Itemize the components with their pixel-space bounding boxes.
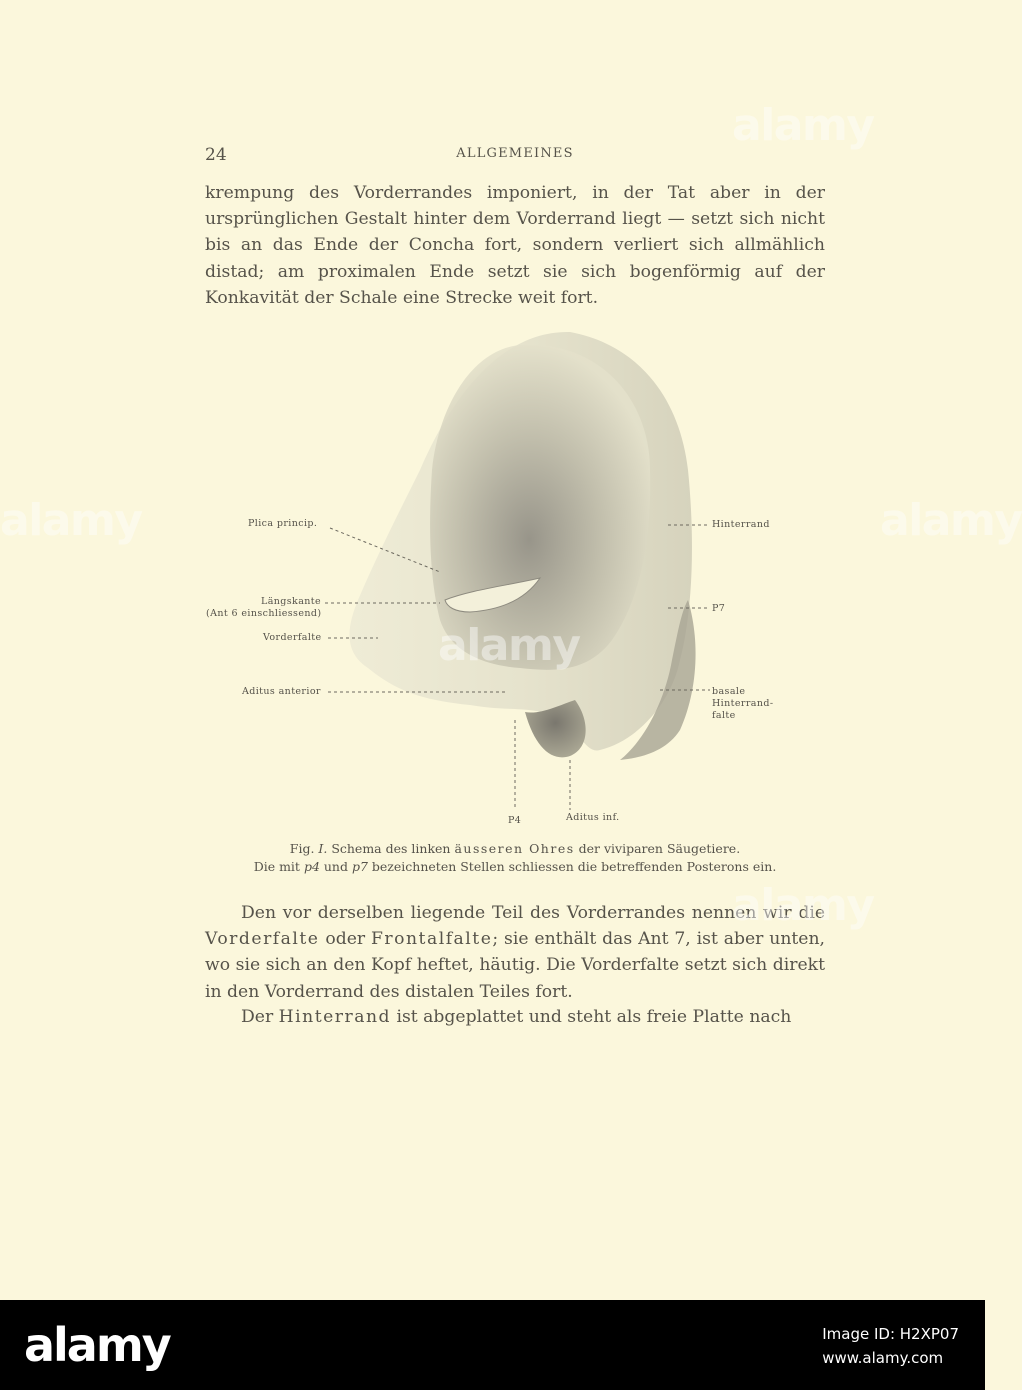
figure-caption-line-1: Fig. I. Schema des linken äusseren Ohres der viviparen Säugetiere. — [289, 841, 741, 856]
paragraph-2: Den vor derselben liegende Teil des Vorderrandes nennen wir die Vorderfalte oder Frontalfalte; sie enthält das Ant 7, ist aber unten, wo sie sich an den Kopf heftet, häutig. Die Vorderfalte setzt sich direkt in den Vorderrand des distalen Teiles fort. — [205, 903, 826, 1002]
label-plica-princip: Plica princip. — [248, 518, 318, 529]
label-p4: P4 — [508, 815, 522, 826]
watermark-center: alamy — [438, 620, 580, 671]
paragraph-3: Der Hinterrand ist abgeplattet und steht als freie Platte nach — [241, 1007, 792, 1027]
label-basale: basale — [712, 686, 746, 697]
alamy-logo: alamy — [24, 1318, 170, 1372]
watermark-left: alamy — [0, 495, 142, 546]
label-hinterrand-falte-2: falte — [712, 710, 736, 721]
figure-caption-line-2: Die mit p4 und p7 bezeichneten Stellen schliessen die betreffenden Posterons ein. — [253, 859, 777, 874]
watermark-lower: alamy — [732, 880, 874, 931]
label-laengskante: Längskante — [261, 596, 322, 607]
site-url: www.alamy.com — [822, 1349, 944, 1367]
image-id: Image ID: H2XP07 — [822, 1325, 959, 1343]
paragraph-1: krempung des Vorderrandes imponiert, in der Tat aber in der ursprünglichen Gestalt hinter dem Vorderrand liegt — setzt sich nicht bis an das Ende der Concha fort, sondern verliert sich allmählich distad; am proximalen Ende setzt sie sich bogenförmig auf der Konkavität der Schale eine Strecke weit fort. — [205, 183, 825, 308]
stock-footer-bar — [0, 1300, 985, 1390]
page-number: 24 — [205, 145, 227, 165]
label-ant6: (Ant 6 einschliessend) — [206, 608, 322, 619]
label-vorderfalte: Vorderfalte — [263, 632, 322, 643]
label-aditus-inf: Aditus inf. — [566, 812, 620, 823]
label-aditus-anterior: Aditus anterior — [242, 686, 321, 697]
label-p7: P7 — [712, 603, 726, 614]
watermark-top: alamy — [732, 100, 874, 151]
label-hinterrand-falte-1: Hinterrand- — [712, 698, 774, 709]
watermark-right: alamy — [880, 495, 1022, 546]
label-hinterrand: Hinterrand — [712, 519, 770, 530]
running-head: ALLGEMEINES — [456, 146, 574, 161]
footer-meta — [822, 1322, 959, 1370]
